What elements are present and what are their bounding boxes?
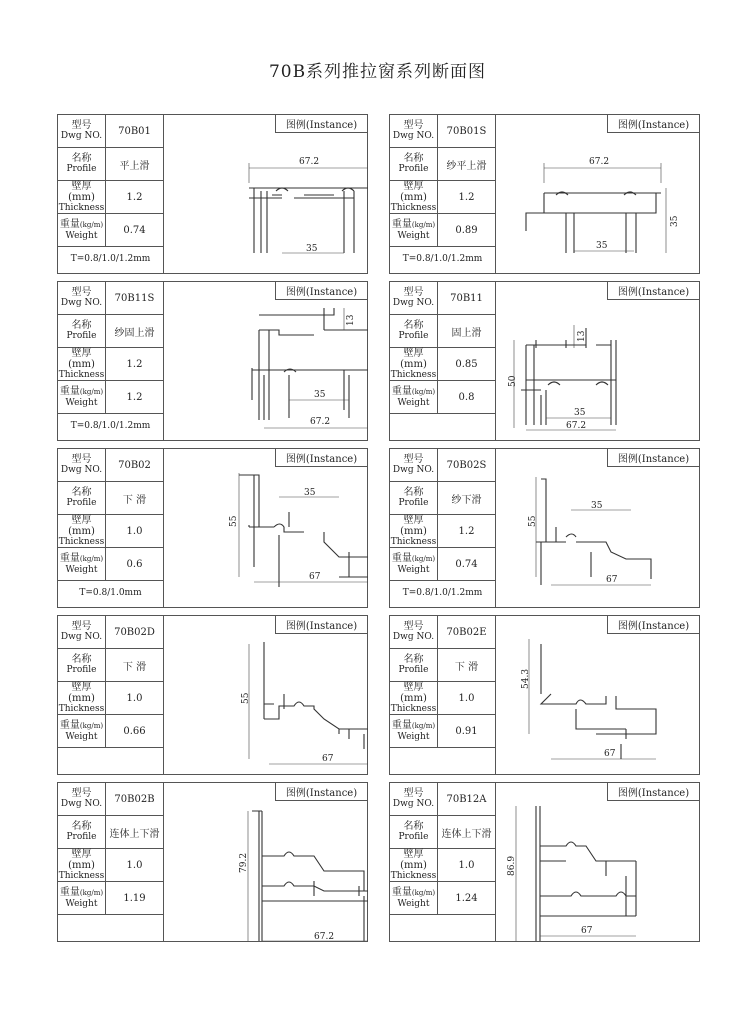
weight-row <box>390 715 495 748</box>
thickness-row <box>390 849 495 882</box>
weight-row <box>58 715 163 748</box>
instance-label: 图例(Instance) <box>275 115 367 133</box>
thickness-value: 1.2 <box>458 191 475 203</box>
instance-label: 图例(Instance) <box>607 115 699 133</box>
profile-label: 名称 Profile <box>58 315 106 347</box>
dwg-value: 70B11S <box>114 292 155 304</box>
profile-label: 名称 Profile <box>58 148 106 180</box>
instance-label: 图例(Instance) <box>607 282 699 300</box>
profile-label: 名称 Profile <box>390 649 438 681</box>
dim-inner: 35 <box>591 501 603 511</box>
weight-label: 重量(kg/m) Weight <box>390 381 438 413</box>
weight-label: 重量(kg/m) Weight <box>390 214 438 246</box>
profile-row <box>58 315 163 348</box>
profile-row <box>390 649 495 682</box>
weight-label: 重量(kg/m) Weight <box>58 214 106 246</box>
thickness-note: T=0.8/1.0/1.2mm <box>70 421 151 431</box>
dwg-value: 70B01S <box>446 125 487 137</box>
profile-value: 连体上下滑 <box>109 828 160 840</box>
instance-label: 图例(Instance) <box>275 282 367 300</box>
dwg-label: 型号 Dwg NO. <box>58 449 106 481</box>
thickness-row <box>390 348 495 381</box>
weight-value: 0.74 <box>455 558 478 570</box>
weight-row <box>58 214 163 247</box>
profile-value: 下 滑 <box>122 661 147 673</box>
profile-value: 纱平上滑 <box>446 160 487 172</box>
weight-value: 0.66 <box>123 725 146 737</box>
instance-label: 图例(Instance) <box>607 449 699 467</box>
thickness-note <box>390 913 495 941</box>
weight-label: 重量(kg/m) Weight <box>58 548 106 580</box>
thickness-value: 1.2 <box>126 358 143 370</box>
thickness-value: 1.2 <box>126 191 143 203</box>
dwg-value: 70B01 <box>118 125 151 137</box>
weight-label: 重量(kg/m) Weight <box>58 715 106 747</box>
profile-row <box>58 148 163 181</box>
thickness-note <box>390 412 495 440</box>
dwg-label: 型号 Dwg NO. <box>58 783 106 815</box>
dim-width: 67.2 <box>299 157 320 167</box>
profile-row <box>58 816 163 849</box>
dwg-row <box>390 282 495 315</box>
profile-label: 名称 Profile <box>390 148 438 180</box>
profile-value: 纱下滑 <box>451 494 482 506</box>
profile-value: 平上滑 <box>119 160 150 172</box>
thickness-row <box>58 849 163 882</box>
profile-card <box>57 281 368 441</box>
dim-inner: 35 <box>574 408 586 418</box>
thickness-label: 壁厚 (mm) Thickness <box>390 681 437 714</box>
thickness-note: T=0.8/1.0mm <box>79 588 142 598</box>
profile-label: 名称 Profile <box>390 482 438 514</box>
thickness-label: 壁厚 (mm) Thickness <box>58 848 105 881</box>
dim-height: 79.2 <box>239 852 249 873</box>
profile-card <box>389 782 700 942</box>
thickness-label: 壁厚 (mm) Thickness <box>58 681 105 714</box>
instance-label: 图例(Instance) <box>275 449 367 467</box>
dwg-label: 型号 Dwg NO. <box>390 616 438 648</box>
dwg-value: 70B02S <box>446 459 487 471</box>
profile-label: 名称 Profile <box>390 816 438 848</box>
dwg-label: 型号 Dwg NO. <box>390 282 438 314</box>
thickness-row <box>390 515 495 548</box>
thickness-label: 壁厚 (mm) Thickness <box>58 347 105 380</box>
profile-drawing <box>164 801 368 941</box>
thickness-row <box>58 348 163 381</box>
dim-height: 86.9 <box>507 855 517 876</box>
dim-height: 54.3 <box>521 668 531 689</box>
profile-drawing <box>496 801 700 941</box>
profile-row <box>58 482 163 515</box>
profile-row <box>390 816 495 849</box>
thickness-row <box>58 515 163 548</box>
thickness-value: 1.0 <box>126 859 143 871</box>
dim-notch: 13 <box>346 314 356 326</box>
dwg-value: 70B11 <box>450 292 483 304</box>
thickness-value: 1.2 <box>458 525 475 537</box>
instance-label: 图例(Instance) <box>607 783 699 801</box>
dwg-row <box>58 449 163 482</box>
dwg-label: 型号 Dwg NO. <box>58 115 106 147</box>
dim-width: 67 <box>604 749 616 759</box>
dwg-row <box>58 783 163 816</box>
thickness-note: T=0.8/1.0/1.2mm <box>70 254 151 264</box>
weight-label: 重量(kg/m) Weight <box>58 882 106 914</box>
thickness-note <box>58 746 163 774</box>
profile-card <box>57 782 368 942</box>
thickness-label: 壁厚 (mm) Thickness <box>390 180 437 213</box>
thickness-note: T=0.8/1.0/1.2mm <box>402 254 483 264</box>
instance-label: 图例(Instance) <box>275 783 367 801</box>
thickness-note: T=0.8/1.0/1.2mm <box>402 588 483 598</box>
weight-value: 0.74 <box>123 224 146 236</box>
dim-width: 67 <box>606 575 618 585</box>
dwg-value: 70B12A <box>446 793 487 805</box>
dwg-value: 70B02B <box>114 793 155 805</box>
profile-drawing <box>164 133 368 273</box>
profile-drawing <box>164 634 368 774</box>
profile-card <box>389 281 700 441</box>
thickness-label: 壁厚 (mm) Thickness <box>390 347 437 380</box>
weight-value: 1.19 <box>123 892 146 904</box>
profile-drawing <box>164 467 368 607</box>
weight-label: 重量(kg/m) Weight <box>58 381 106 413</box>
dim-width: 67 <box>581 926 593 936</box>
dim-inner: 35 <box>304 488 316 498</box>
profile-row <box>58 649 163 682</box>
weight-row <box>58 882 163 915</box>
profile-card <box>57 114 368 274</box>
thickness-label: 壁厚 (mm) Thickness <box>58 180 105 213</box>
dwg-row <box>390 616 495 649</box>
instance-label: 图例(Instance) <box>607 616 699 634</box>
weight-row <box>390 381 495 414</box>
weight-row <box>58 381 163 414</box>
dim-height: 55 <box>528 515 538 527</box>
profile-card <box>57 615 368 775</box>
dim-height: 50 <box>508 375 518 387</box>
dwg-row <box>58 115 163 148</box>
dim-width: 67 <box>322 754 334 764</box>
profile-row <box>390 315 495 348</box>
thickness-value: 0.85 <box>455 358 478 370</box>
weight-row <box>58 548 163 581</box>
profile-row <box>390 148 495 181</box>
profile-drawing <box>164 300 368 440</box>
thickness-row <box>390 181 495 214</box>
weight-value: 0.6 <box>126 558 143 570</box>
dwg-row <box>58 282 163 315</box>
weight-value: 1.24 <box>455 892 478 904</box>
thickness-label: 壁厚 (mm) Thickness <box>390 514 437 547</box>
profile-label: 名称 Profile <box>58 816 106 848</box>
dwg-value: 70B02 <box>118 459 151 471</box>
dwg-label: 型号 Dwg NO. <box>390 783 438 815</box>
dwg-row <box>390 783 495 816</box>
thickness-row <box>390 682 495 715</box>
profile-drawing <box>496 300 700 440</box>
dim-inner: 35 <box>314 390 326 400</box>
dim-height: 55 <box>229 515 239 527</box>
dwg-row <box>390 449 495 482</box>
dim-width: 67.2 <box>314 932 335 941</box>
dwg-label: 型号 Dwg NO. <box>58 282 106 314</box>
dwg-row <box>390 115 495 148</box>
profile-drawing <box>496 133 700 273</box>
dwg-value: 70B02E <box>446 626 487 638</box>
thickness-label: 壁厚 (mm) Thickness <box>390 848 437 881</box>
dwg-value: 70B02D <box>114 626 155 638</box>
profile-card <box>389 615 700 775</box>
profile-value: 下 滑 <box>454 661 479 673</box>
dim-inner: 35 <box>306 244 318 254</box>
weight-row <box>390 548 495 581</box>
dim-inner: 35 <box>596 241 608 251</box>
weight-value: 0.8 <box>458 391 475 403</box>
thickness-label: 壁厚 (mm) Thickness <box>58 514 105 547</box>
thickness-value: 1.0 <box>126 692 143 704</box>
profile-label: 名称 Profile <box>58 649 106 681</box>
dwg-label: 型号 Dwg NO. <box>390 115 438 147</box>
profile-row <box>390 482 495 515</box>
thickness-value: 1.0 <box>458 859 475 871</box>
dim-width: 67.2 <box>310 417 331 427</box>
dim-width: 67.2 <box>566 421 587 431</box>
thickness-row <box>58 682 163 715</box>
dwg-row <box>58 616 163 649</box>
profile-label: 名称 Profile <box>390 315 438 347</box>
dwg-label: 型号 Dwg NO. <box>58 616 106 648</box>
weight-row <box>390 882 495 915</box>
dim-height: 35 <box>670 215 680 227</box>
profile-value: 下 滑 <box>122 494 147 506</box>
profile-value: 固上滑 <box>451 327 482 339</box>
weight-label: 重量(kg/m) Weight <box>390 548 438 580</box>
dim-width: 67.2 <box>589 157 610 167</box>
profile-card <box>389 448 700 608</box>
dwg-label: 型号 Dwg NO. <box>390 449 438 481</box>
page-title: 70B系列推拉窗系列断面图 <box>268 62 487 82</box>
profile-drawing <box>496 467 700 607</box>
weight-value: 1.2 <box>126 391 143 403</box>
profile-drawing <box>496 634 700 774</box>
weight-label: 重量(kg/m) Weight <box>390 882 438 914</box>
dim-notch: 13 <box>577 330 587 342</box>
thickness-note <box>390 746 495 774</box>
profile-label: 名称 Profile <box>58 482 106 514</box>
profile-value: 连体上下滑 <box>441 828 492 840</box>
profile-card <box>389 114 700 274</box>
instance-label: 图例(Instance) <box>275 616 367 634</box>
profile-value: 纱固上滑 <box>114 327 155 339</box>
thickness-value: 1.0 <box>126 525 143 537</box>
weight-label: 重量(kg/m) Weight <box>390 715 438 747</box>
weight-row <box>390 214 495 247</box>
thickness-note <box>58 913 163 941</box>
weight-value: 0.91 <box>455 725 478 737</box>
thickness-value: 1.0 <box>458 692 475 704</box>
dim-height: 55 <box>241 692 251 704</box>
weight-value: 0.89 <box>455 224 478 236</box>
dim-width: 67 <box>309 572 321 582</box>
profile-card <box>57 448 368 608</box>
thickness-row <box>58 181 163 214</box>
